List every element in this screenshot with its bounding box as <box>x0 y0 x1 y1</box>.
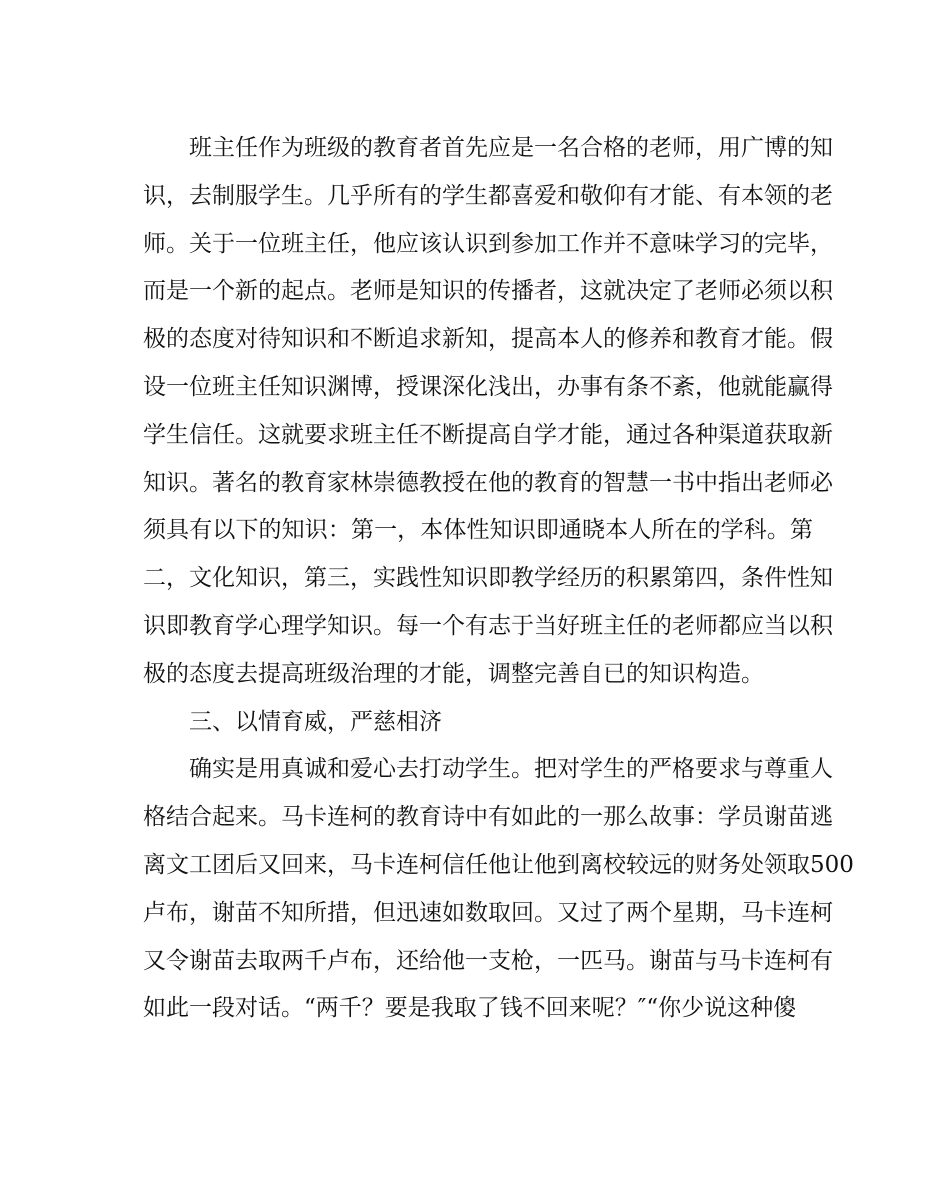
paragraph-2-line-5: 又令谢苗去取两千卢布，还给他一支枪，一匹马。谢苗与马卡连柯有 <box>143 947 833 974</box>
paragraph-2-line-3: 离文工团后又回来，马卡连柯信任他让他到离校较远的财务处领取500 <box>143 851 854 878</box>
paragraph-1-line-9: 须具有以下的知识：第一，本体性知识即通晓本人所在的学科。第 <box>143 517 813 544</box>
paragraph-1-line-4: 而是一个新的起点。老师是知识的传播者，这就决定了老师必须以积 <box>143 278 833 305</box>
paragraph-1-line-12: 极的态度去提高班级治理的才能，调整完善自已的知识构造。 <box>143 660 764 687</box>
paragraph-1-line-10: 二，文化知识，第三，实践性知识即教学经历的积累第四，条件性知 <box>143 565 833 592</box>
paragraph-1-line-8: 知识。著名的教育家林崇德教授在他的教育的智慧一书中指出老师必 <box>143 469 833 496</box>
section-heading: 三、以情育威，严慈相济 <box>189 708 442 735</box>
body-text <box>143 125 854 1033</box>
paragraph-1-line-5: 极的态度对待知识和不断追求新知，提高本人的修养和教育才能。假 <box>143 326 833 353</box>
paragraph-1-line-1: 班主任作为班级的教育者首先应是一名合格的老师，用广博的知 <box>189 135 833 161</box>
paragraph-1-line-6: 设一位班主任知识渊博，授课深化浅出，办事有条不紊，他就能赢得 <box>143 373 833 400</box>
paragraph-2-line-6: 如此一段对话。“两千？要是我取了钱不回来呢？″“你少说这种傻 <box>143 995 797 1022</box>
paragraph-1-line-11: 识即教育学心理学知识。每一个有志于当好班主任的老师都应当以积 <box>143 612 833 639</box>
paragraph-1-line-7: 学生信任。这就要求班主任不断提高自学才能，通过各种渠道获取新 <box>143 421 833 448</box>
paragraph-2-line-4: 卢布，谢苗不知所措，但迅速如数取回。又过了两个星期，马卡连柯 <box>143 899 833 926</box>
paragraph-2-line-1: 确实是用真诚和爱心去打动学生。把对学生的严格要求与尊重人 <box>189 756 833 783</box>
paragraph-1-line-2: 识，去制服学生。几乎所有的学生都喜爱和敬仰有才能、有本领的老 <box>143 182 833 209</box>
paragraph-2-line-2: 格结合起来。马卡连柯的教育诗中有如此的一那么故事：学员谢苗逃 <box>143 804 833 831</box>
paragraph-1-line-3: 师。关于一位班主任，他应该认识到参加工作并不意味学习的完毕， <box>143 230 833 257</box>
